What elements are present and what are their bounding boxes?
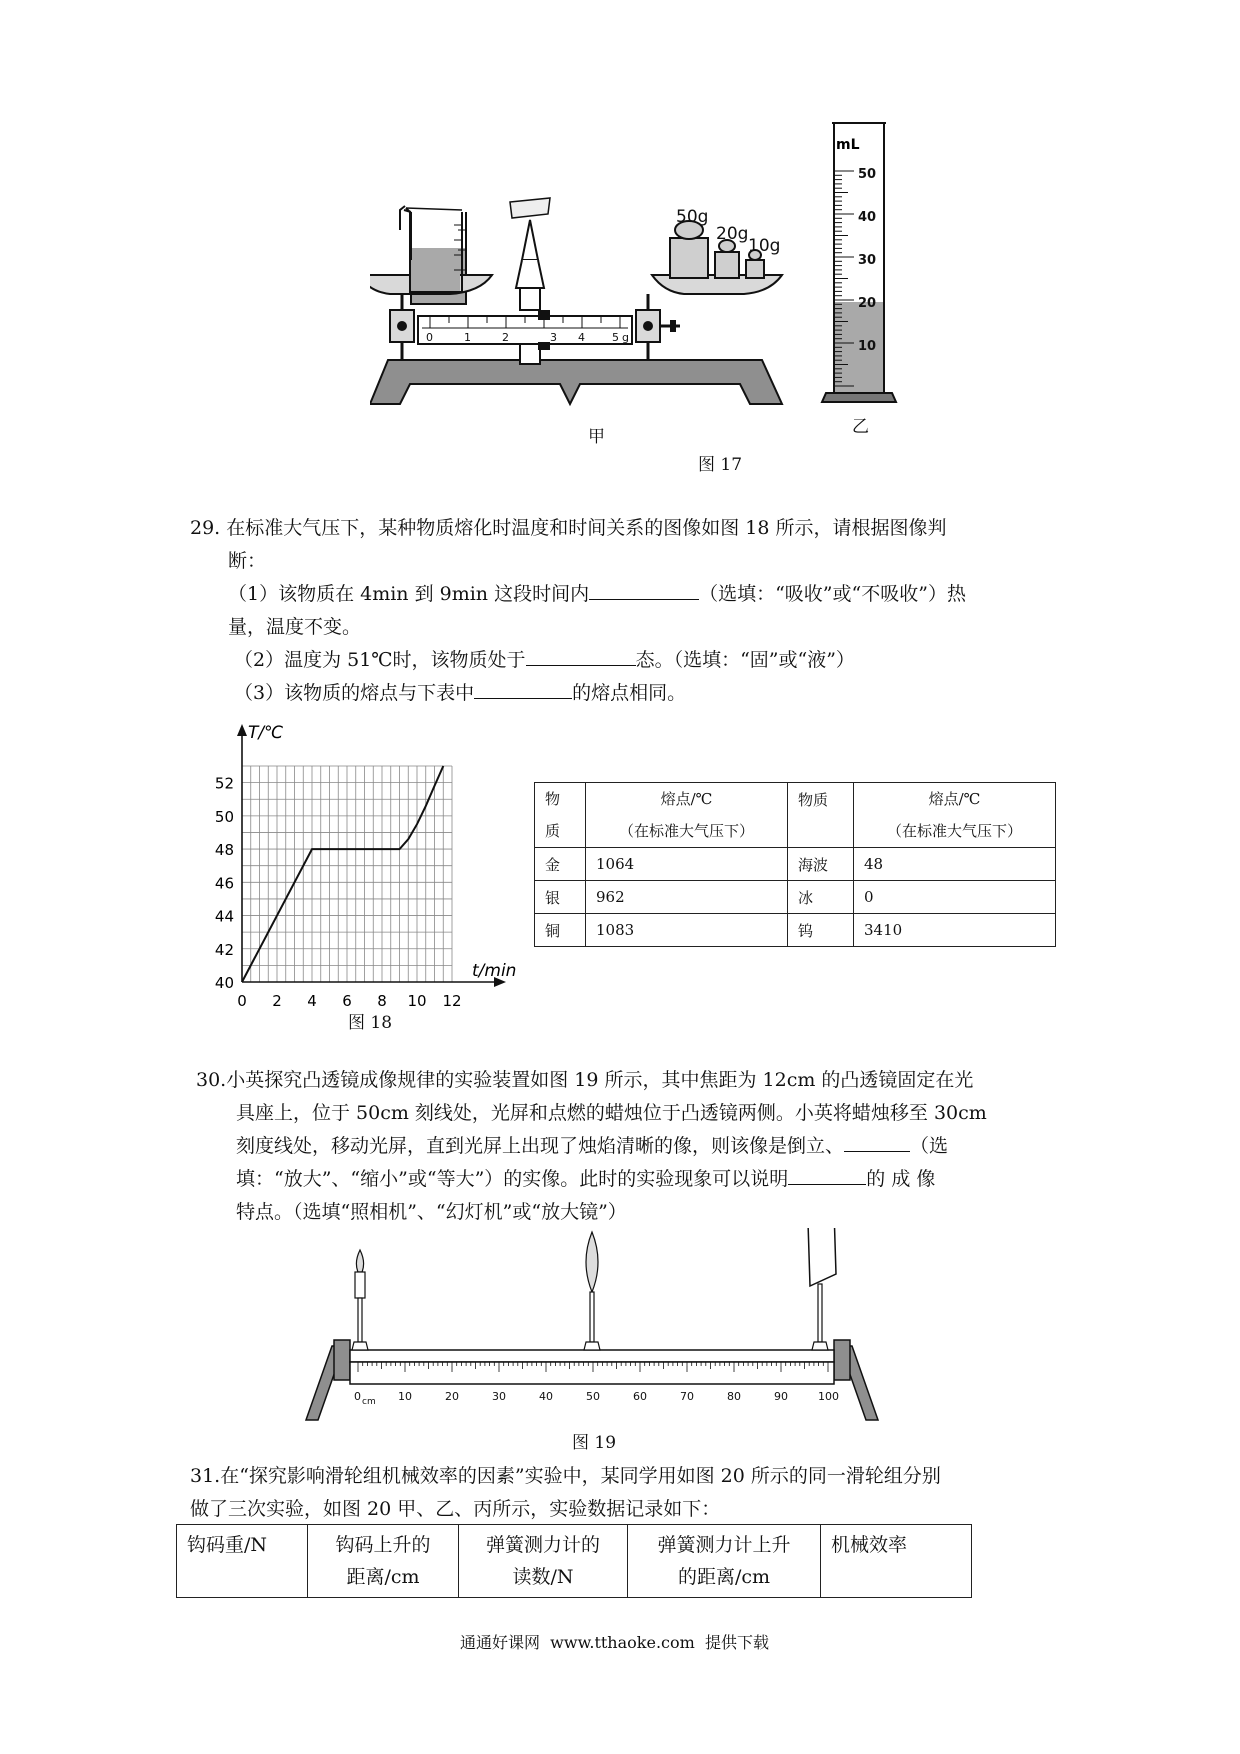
q31-line2: 做了三次实验，如图 20 甲、乙、丙所示，实验数据记录如下： [190, 1498, 721, 1520]
q30-line1: 30.小英探究凸透镜成像规律的实验装置如图 19 所示，其中焦距为 12cm 的凸透镜固定在光 [196, 1069, 974, 1091]
beam-tick: 5 [612, 331, 619, 344]
table-header-cell: 钩码重/N [177, 1525, 308, 1598]
x-tick-label: 8 [377, 992, 387, 1010]
x-tick-label: 10 [407, 992, 427, 1010]
y-tick-label: 48 [214, 841, 234, 860]
y-axis-arrow [237, 724, 247, 736]
y-tick-label: 50 [214, 807, 234, 826]
answer-blank[interactable] [526, 645, 636, 666]
light-screen [808, 1228, 836, 1350]
figure-18-caption: 图 18 [348, 1013, 393, 1033]
table-header-cell: 机械效率 [821, 1525, 972, 1598]
q30-line3-b: （选 [910, 1135, 949, 1157]
table-row [535, 783, 1056, 848]
table-header-cell: 弹簧测力计上升 的距离/cm [628, 1525, 821, 1598]
weight-label-10g: 10g [748, 236, 781, 256]
beam-tick: 2 [502, 331, 509, 344]
q31-line1: 31.在“探究影响滑轮组机械效率的因素”实验中，某同学用如图 20 所示的同一滑轮组分别 [190, 1465, 941, 1487]
figure-17-balance-drawing [370, 110, 790, 410]
melting-curve [242, 766, 443, 982]
table-cell: 48 [854, 848, 1056, 881]
table-row [535, 881, 1056, 914]
pulley-efficiency-table [176, 1524, 972, 1598]
answer-blank[interactable] [788, 1164, 866, 1185]
table-header-cell: 弹簧测力计的 读数/N [459, 1525, 628, 1598]
bench-tick: 50 [586, 1390, 600, 1403]
bench-tick: 40 [539, 1390, 553, 1403]
q29-part3-a: （3）该物质的熔点与下表中 [234, 682, 475, 704]
q29-part1 [228, 578, 966, 610]
table-header-cell: 物质 [787, 783, 853, 848]
figure-19-optical-bench [300, 1228, 900, 1428]
x-axis-label: t/min [472, 961, 517, 981]
answer-blank[interactable] [589, 579, 699, 600]
q29-line2: 断： [228, 550, 267, 572]
beam-tick: 0 [426, 331, 433, 344]
q29-part2-b: 态。（选填：“固”或“液”） [635, 649, 855, 671]
beam-tick: g [622, 331, 629, 344]
y-tick-label: 44 [214, 907, 234, 926]
table-cell: 962 [586, 881, 788, 914]
answer-blank[interactable] [474, 678, 572, 699]
table-cell: 0 [854, 881, 1056, 914]
q29-part3 [234, 677, 686, 709]
graduated-cylinder [820, 115, 920, 405]
x-tick-label: 12 [442, 992, 462, 1010]
y-tick-label: 52 [214, 774, 234, 793]
weight-label-20g: 20g [716, 224, 749, 244]
candle [352, 1250, 368, 1350]
q30-line4-b: 的 成 像 [866, 1168, 936, 1190]
table-row [535, 914, 1056, 947]
q29-part1-cont: 量，温度不变。 [228, 616, 362, 638]
bench-tick: 60 [633, 1390, 647, 1403]
x-tick-label: 2 [272, 992, 282, 1010]
table-cell: 冰 [787, 881, 853, 914]
bench-tick: 80 [727, 1390, 741, 1403]
q29-part2 [234, 644, 855, 676]
y-tick-label: 46 [214, 874, 234, 893]
bench-tick: 90 [774, 1390, 788, 1403]
weight-label-50g: 50g [676, 207, 709, 227]
table-cell: 3410 [854, 914, 1056, 947]
table-row [535, 848, 1056, 881]
q29-line1: 29. 在标准大气压下，某种物质熔化时温度和时间关系的图像如图 18 所示，请根据图像判 [190, 517, 947, 539]
y-tick-label: 42 [214, 940, 234, 959]
beam-tick: 4 [578, 331, 585, 344]
x-tick-label: 4 [307, 992, 317, 1010]
table-cell: 海波 [787, 848, 853, 881]
beam-tick: 3 [550, 331, 557, 344]
table-header-cell: 熔点/℃ （在标准大气压下） [854, 783, 1056, 848]
bench-unit: cm [362, 1397, 376, 1407]
table-cell: 1083 [586, 914, 788, 947]
cylinder-tick: 20 [858, 296, 877, 311]
table-header-cell: 物 质 [535, 783, 586, 848]
page-footer: 通通好课网 www.tthaoke.com 提供下载 [460, 1633, 769, 1652]
bench-tick: 30 [492, 1390, 506, 1403]
y-tick-label: 40 [214, 974, 234, 992]
x-tick-label: 6 [342, 992, 352, 1010]
table-cell: 钨 [787, 914, 853, 947]
table-cell: 银 [535, 881, 586, 914]
cylinder-unit: mL [836, 137, 860, 153]
q30-line4-a: 填：“放大”、“缩小”或“等大”）的实像。此时的实验现象可以说明 [236, 1168, 789, 1190]
bench-tick: 70 [680, 1390, 694, 1403]
convex-lens [584, 1232, 600, 1350]
q29-part1-a: （1）该物质在 4min 到 9min 这段时间内 [228, 583, 590, 605]
melting-point-table [534, 782, 1056, 947]
table-cell: 铜 [535, 914, 586, 947]
bench-tick: 0 [354, 1390, 361, 1403]
cylinder-tick: 40 [858, 210, 877, 225]
q30-line2: 具座上，位于 50cm 刻线处，光屏和点燃的蜡烛位于凸透镜两侧。小英将蜡烛移至 30cm [236, 1102, 987, 1124]
figure-label-yi: 乙 [852, 417, 869, 437]
y-axis-label: T/℃ [248, 723, 284, 743]
q30-line3 [236, 1130, 948, 1162]
q29-part2-a: （2）温度为 51℃时，该物质处于 [234, 649, 526, 671]
cylinder-tick: 30 [858, 253, 877, 268]
q30-line5: 特点。（选填“照相机”、“幻灯机”或“放大镜”） [236, 1201, 627, 1223]
cylinder-tick: 10 [858, 339, 877, 354]
table-header-cell: 熔点/℃ （在标准大气压下） [586, 783, 788, 848]
cylinder-tick: 50 [858, 167, 877, 182]
x-tick-label: 0 [237, 992, 247, 1010]
figure-17-caption: 图 17 [698, 455, 743, 475]
figure-label-jia: 甲 [588, 427, 605, 447]
figure-18-chart [200, 720, 540, 1020]
answer-blank[interactable] [844, 1131, 910, 1152]
bench-tick: 10 [398, 1390, 412, 1403]
q29-part3-b: 的熔点相同。 [572, 682, 687, 704]
bench-tick: 20 [445, 1390, 459, 1403]
table-row [177, 1525, 972, 1598]
figure-19-caption: 图 19 [572, 1433, 617, 1453]
table-cell: 金 [535, 848, 586, 881]
beam-tick: 1 [464, 331, 471, 344]
table-header-cell: 钩码上升的 距离/cm [308, 1525, 459, 1598]
q30-line4 [236, 1163, 935, 1195]
bench-tick: 100 [818, 1390, 839, 1403]
table-cell: 1064 [586, 848, 788, 881]
q29-part1-b: （选填：“吸收”或“不吸收”）热 [699, 583, 966, 605]
q30-line3-a: 刻度线处，移动光屏，直到光屏上出现了烛焰清晰的像，则该像是倒立、 [236, 1135, 845, 1157]
